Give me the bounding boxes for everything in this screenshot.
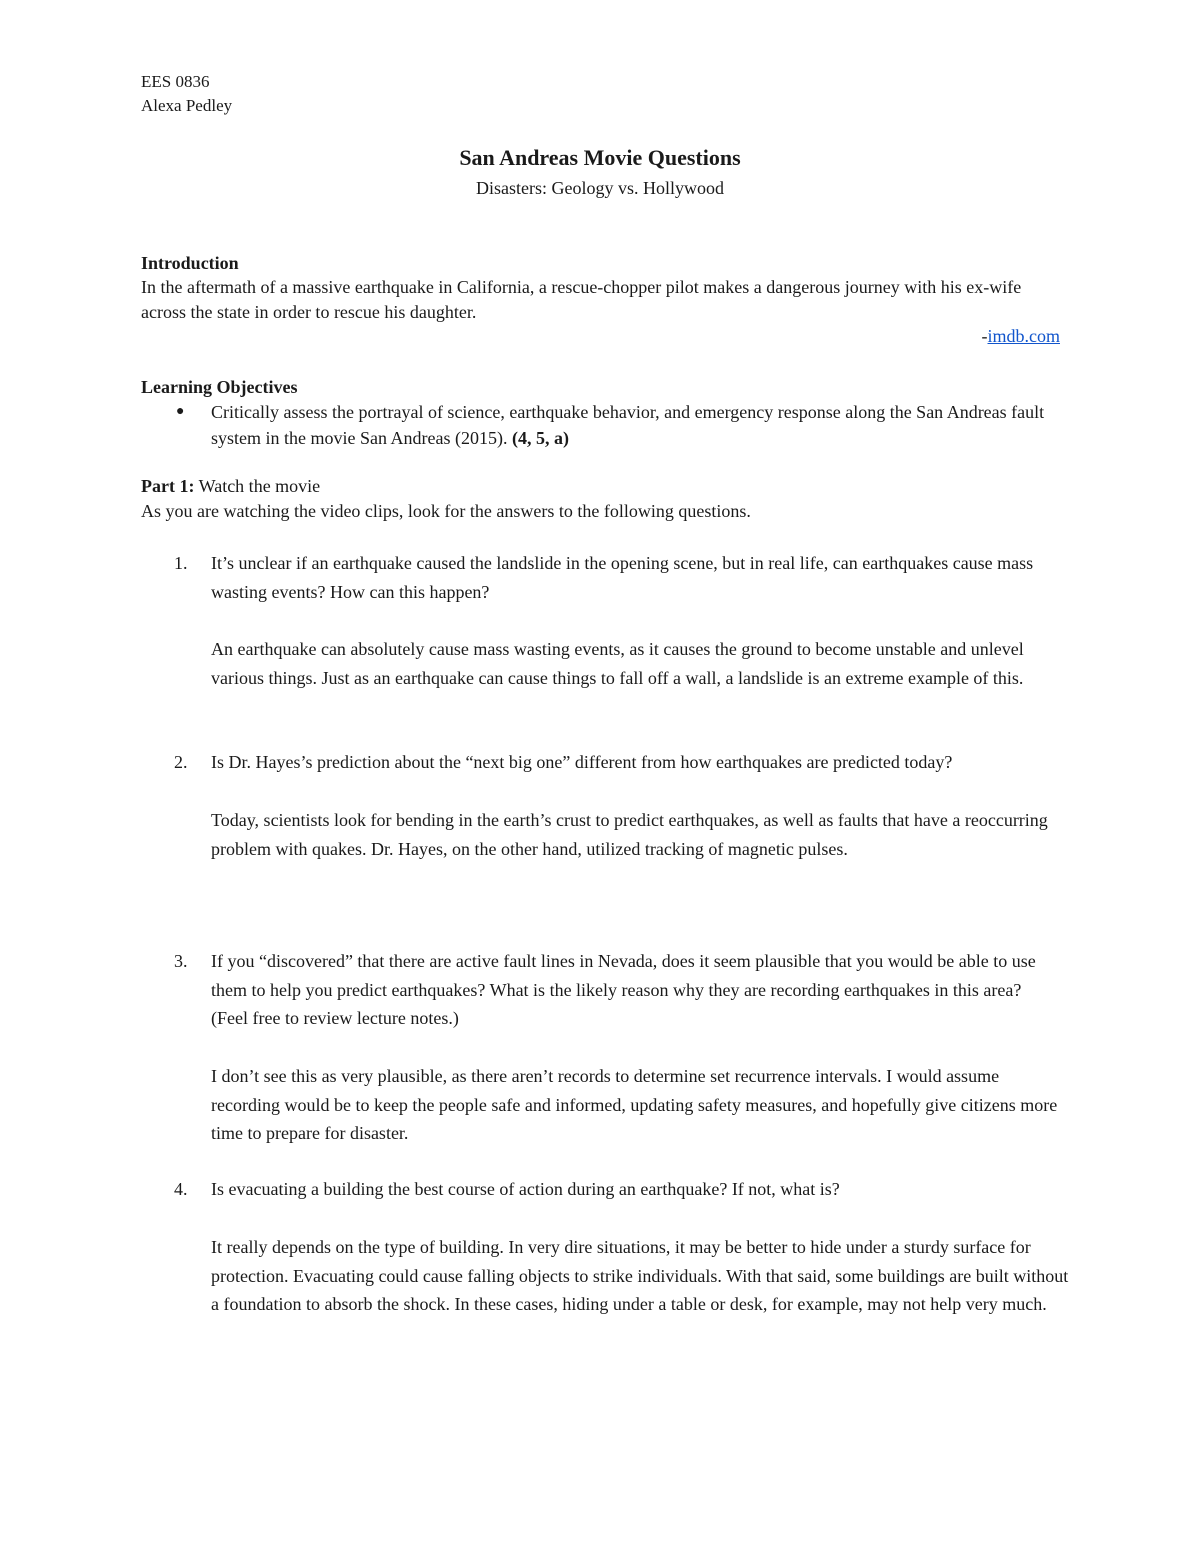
answer-2: Today, scientists look for bending in the earth’s crust to predict earthquakes, as well as faults that have a reoccurring problem with quakes. Dr. Hayes, on the other hand, utilized tracking of magnetic pulses.	[211, 810, 1048, 859]
course-code: EES 0836	[141, 72, 210, 91]
part1-title: Watch the movie	[194, 476, 321, 496]
question-text: Is Dr. Hayes’s prediction about the “next big one” different from how earthquakes are predicted today?	[211, 752, 953, 772]
part1-instructions: As you are watching the video clips, look for the answers to the following questions.	[141, 501, 751, 521]
question-number: 3.	[174, 951, 188, 971]
part1-label: Part 1:	[141, 476, 195, 496]
answer-4: It really depends on the type of building. In very dire situations, it may be better to hide under a sturdy surface for protection. Evacuating could cause falling objects to strike individuals. With that said, some buildings are built without a foundation to absorb the shock. In these cases, hiding under a table or desk, for example, may not help very much.	[211, 1237, 1069, 1314]
answer-1: An earthquake can absolutely cause mass wasting events, as it causes the ground to become unstable and unlevel various things. Just as an earthquake can cause things to fall off a wall, a landslide is an extreme example of this.	[211, 639, 1024, 688]
question-number: 2.	[174, 752, 188, 772]
objective-codes: (4, 5, a)	[511, 428, 569, 448]
document-title: San Andreas Movie Questions	[459, 145, 741, 170]
question-text: Is evacuating a building the best course of action during an earthquake? If not, what is?	[211, 1179, 840, 1199]
author-name: Alexa Pedley	[141, 96, 233, 115]
bullet-icon: ●	[176, 404, 185, 419]
introduction-text: In the aftermath of a massive earthquake in California, a rescue-chopper pilot makes a dangerous journey with his ex-wife across the state in order to rescue his daughter.	[141, 277, 1022, 322]
objective-text	[211, 399, 1071, 451]
question-text: It’s unclear if an earthquake caused the landslide in the opening scene, but in real life, can earthquakes cause mass wasting events? How can this happen?	[211, 553, 1034, 602]
question-number: 1.	[174, 553, 188, 573]
question-text: If you “discovered” that there are active fault lines in Nevada, does it seem plausible that you would be able to use them to help you predict earthquakes? What is the likely reason why they are recording earthquakes in this area? (Feel free to review lecture notes.)	[211, 951, 1036, 1028]
source-prefix: -	[981, 326, 988, 346]
answer-3: I don’t see this as very plausible, as there aren’t records to determine set recurrence intervals. I would assume recording would be to keep the people safe and informed, updating safety measures, and hopefully give citizens more time to prepare for disaster.	[211, 1066, 1058, 1143]
objective-description: Critically assess the portrayal of science, earthquake behavior, and emergency response along the San Andreas fault system in the movie San Andreas (2015).	[211, 402, 1045, 448]
imdb-link[interactable]: imdb.com	[987, 326, 1060, 346]
introduction-heading: Introduction	[141, 253, 239, 273]
source-citation	[982, 324, 1061, 349]
objectives-heading: Learning Objectives	[141, 377, 298, 397]
part1-heading	[141, 474, 1061, 499]
question-number: 4.	[174, 1179, 188, 1199]
document-subtitle: Disasters: Geology vs. Hollywood	[476, 178, 724, 198]
